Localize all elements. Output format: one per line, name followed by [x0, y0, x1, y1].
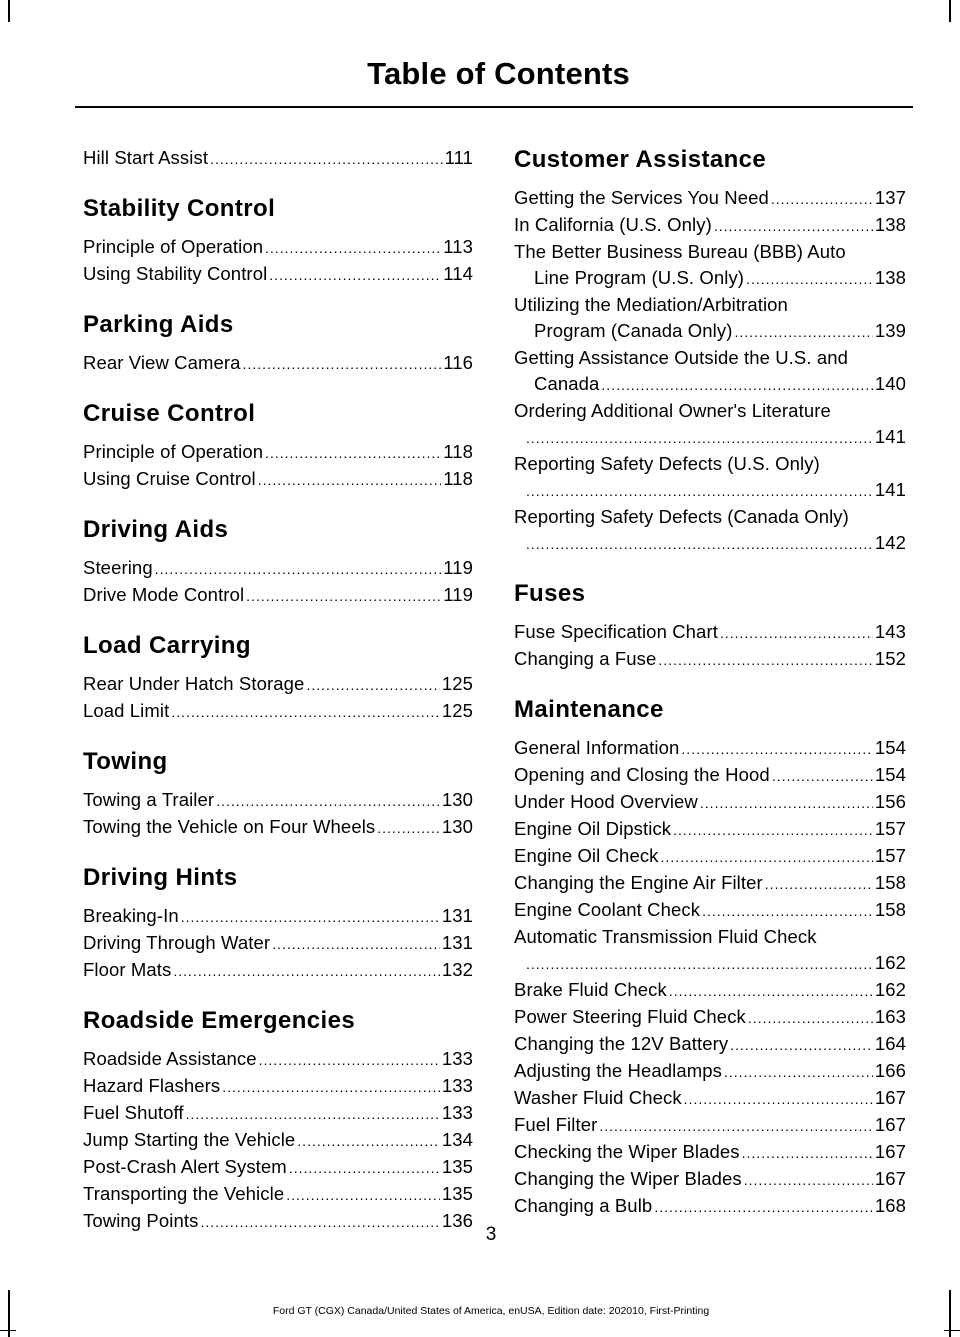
toc-entry-title: Roadside Assistance	[83, 1048, 257, 1069]
toc-section	[83, 1006, 473, 1235]
dot-leader	[702, 898, 873, 924]
dot-leader	[654, 1194, 873, 1220]
toc-entry-page: 167	[874, 1141, 906, 1162]
dot-leader	[526, 951, 873, 977]
header-rule	[75, 106, 913, 108]
toc-section	[83, 310, 473, 377]
dot-leader	[700, 790, 873, 816]
toc-entry-page: 118	[443, 441, 473, 462]
toc-entry-title: Utilizing the Mediation/Arbitration	[514, 294, 788, 315]
toc-entry-continuation	[514, 424, 906, 451]
toc-entry-page: 131	[441, 932, 473, 953]
toc-entry-title: In California (U.S. Only)	[514, 214, 712, 235]
toc-entry-page: 111	[444, 147, 473, 168]
toc-entry-title: Using Cruise Control	[83, 468, 256, 489]
toc-entry[interactable]	[83, 957, 473, 984]
toc-entry-continuation	[514, 477, 906, 504]
section-heading: Load Carrying	[83, 632, 251, 659]
dot-leader	[526, 531, 873, 557]
toc-entry-title: Rear Under Hatch Storage	[83, 673, 305, 694]
toc-entry-page: 134	[441, 1129, 473, 1150]
toc-entry[interactable]	[514, 1193, 906, 1220]
toc-entry-title: Towing a Trailer	[83, 789, 215, 810]
toc-entry-continuation	[514, 950, 906, 977]
toc-entry[interactable]	[514, 292, 906, 345]
toc-section	[83, 515, 473, 609]
toc-section	[83, 863, 473, 984]
toc-entry-title: Getting the Services You Need	[514, 187, 769, 208]
toc-entry-page: 158	[874, 899, 906, 920]
toc-entry-continuation	[514, 265, 906, 292]
toc-entry-title: Steering	[83, 557, 153, 578]
toc-entry-title: Floor Mats	[83, 959, 172, 980]
toc-section	[514, 579, 906, 673]
toc-entry-page: 167	[874, 1087, 906, 1108]
toc-entry-page: 135	[441, 1183, 473, 1204]
toc-entry-page: 119	[443, 557, 473, 578]
toc-entry-page: 143	[874, 621, 906, 642]
toc-entry-title-cont: Canada	[534, 373, 600, 394]
dot-leader	[377, 815, 440, 841]
section-heading: Driving Hints	[83, 864, 238, 891]
toc-entry[interactable]	[514, 451, 906, 504]
toc-entry-title: Towing the Vehicle on Four Wheels	[83, 816, 376, 837]
toc-entry-page: 135	[441, 1156, 473, 1177]
toc-entry-page: 157	[874, 845, 906, 866]
dot-leader	[673, 817, 873, 843]
section-heading: Parking Aids	[83, 311, 234, 338]
dot-leader	[765, 871, 873, 897]
dot-leader	[724, 1059, 873, 1085]
section-heading: Maintenance	[514, 696, 664, 723]
section-heading: Cruise Control	[83, 400, 256, 427]
toc-entry-title: Principle of Operation	[83, 236, 264, 257]
toc-entry-page: 137	[874, 187, 906, 208]
section-heading: Towing	[83, 748, 168, 775]
toc-entry-page: 154	[874, 764, 906, 785]
toc-entry-page: 157	[874, 818, 906, 839]
toc-entry-title: General Information	[514, 737, 680, 758]
crop-mark-top-right	[949, 0, 951, 22]
toc-section	[83, 399, 473, 493]
toc-entry-title: Adjusting the Headlamps	[514, 1060, 722, 1081]
toc-entry[interactable]	[83, 814, 473, 841]
toc-entry-page: 133	[441, 1048, 473, 1069]
dot-leader	[286, 1182, 440, 1208]
toc-section	[83, 747, 473, 841]
toc-entry-title: Load Limit	[83, 700, 170, 721]
toc-entry-title: Brake Fluid Check	[514, 979, 667, 1000]
toc-entry[interactable]	[514, 870, 906, 897]
toc-entry-title: Power Steering Fluid Check	[514, 1006, 746, 1027]
toc-entry-title: Driving Through Water	[83, 932, 271, 953]
toc-entry[interactable]	[514, 789, 906, 816]
dot-leader	[186, 1101, 440, 1127]
section-heading: Stability Control	[83, 195, 276, 222]
toc-entry-page: 164	[874, 1033, 906, 1054]
dot-leader	[601, 372, 872, 398]
toc-entry-title: Reporting Safety Defects (Canada Only)	[514, 506, 849, 527]
dot-leader	[661, 844, 873, 870]
dot-leader	[746, 266, 873, 292]
toc-entry[interactable]	[514, 504, 906, 557]
dot-leader	[714, 213, 873, 239]
toc-entry-page: 136	[441, 1210, 473, 1231]
dot-leader	[734, 319, 872, 345]
toc-entry[interactable]	[514, 924, 906, 977]
toc-entry-page: 141	[874, 426, 906, 447]
toc-entry[interactable]	[514, 185, 906, 212]
toc-entry-page: 152	[874, 648, 906, 669]
dot-leader	[730, 1032, 873, 1058]
toc-entry[interactable]	[83, 787, 473, 814]
toc-entry-page: 113	[443, 236, 473, 257]
toc-entry-title: Ordering Additional Owner's Literature	[514, 400, 831, 421]
toc-entry-page: 125	[441, 673, 473, 694]
toc-entry-title: Post-Crash Alert System	[83, 1156, 287, 1177]
dot-leader	[173, 958, 439, 984]
dot-leader	[526, 425, 873, 451]
toc-entry[interactable]	[83, 903, 473, 930]
dot-leader	[243, 351, 442, 377]
dot-leader	[599, 1113, 872, 1139]
toc-entry[interactable]	[514, 1058, 906, 1085]
dot-leader	[297, 1128, 440, 1154]
dot-leader	[258, 467, 442, 493]
dot-leader	[526, 478, 873, 504]
toc-entry[interactable]	[514, 843, 906, 870]
dot-leader	[681, 736, 872, 762]
toc-entry[interactable]	[83, 261, 473, 288]
toc-entry-title: Changing a Fuse	[514, 648, 657, 669]
toc-entry-title: Changing the 12V Battery	[514, 1033, 729, 1054]
page-title: Table of Contents	[367, 56, 630, 91]
toc-entry-page: 138	[874, 267, 906, 288]
toc-entry-page: 168	[874, 1195, 906, 1216]
toc-entry-title: Transporting the Vehicle	[83, 1183, 285, 1204]
toc-entry-page: 156	[874, 791, 906, 812]
toc-entry-title: Checking the Wiper Blades	[514, 1141, 740, 1162]
toc-section	[514, 145, 906, 557]
toc-entry-page: 142	[874, 532, 906, 553]
dot-leader	[216, 788, 440, 814]
toc-entry[interactable]	[83, 582, 473, 609]
toc-entry-page: 132	[441, 959, 473, 980]
section-heading: Fuses	[514, 580, 586, 607]
toc-entry[interactable]	[83, 1181, 473, 1208]
toc-entry-page: 167	[874, 1114, 906, 1135]
toc-entry-title: Under Hood Overview	[514, 791, 698, 812]
toc-entry-title: Using Stability Control	[83, 263, 268, 284]
dot-leader	[272, 931, 440, 957]
toc-entry-title: Fuel Filter	[514, 1114, 598, 1135]
section-heading: Customer Assistance	[514, 146, 767, 173]
toc-entry-page: 158	[874, 872, 906, 893]
footer-edition-text: Ford GT (CGX) Canada/United States of America, enUSA, Edition date: 202010, First-Printing	[272, 1305, 710, 1317]
toc-entry-title: Rear View Camera	[83, 352, 241, 373]
toc-entry[interactable]	[83, 1154, 473, 1181]
toc-entry-title: Hazard Flashers	[83, 1075, 221, 1096]
toc-left-column	[83, 145, 473, 1235]
toc-entry-page: 141	[874, 479, 906, 500]
toc-entry[interactable]	[514, 1139, 906, 1166]
dot-leader	[210, 146, 443, 172]
dot-leader	[658, 647, 872, 673]
dot-leader	[289, 1155, 440, 1181]
toc-entry-title: Changing a Bulb	[514, 1195, 653, 1216]
dot-leader	[265, 440, 441, 466]
toc-entry-page: 154	[874, 737, 906, 758]
toc-entry[interactable]	[514, 1004, 906, 1031]
crop-mark-top-left	[8, 0, 10, 22]
toc-entry-title: Engine Oil Check	[514, 845, 659, 866]
toc-entry[interactable]	[83, 1100, 473, 1127]
toc-entry-page: 167	[874, 1168, 906, 1189]
toc-entry-title: Reporting Safety Defects (U.S. Only)	[514, 453, 820, 474]
toc-entry-title: Automatic Transmission Fluid Check	[514, 926, 817, 947]
toc-entry-title: Towing Points	[83, 1210, 199, 1231]
toc-entry[interactable]	[514, 1112, 906, 1139]
toc-section	[83, 145, 473, 172]
toc-entry-page: 162	[874, 952, 906, 973]
toc-section	[514, 695, 906, 1220]
toc-entry-page: 139	[874, 320, 906, 341]
toc-entry-title: Changing the Wiper Blades	[514, 1168, 742, 1189]
toc-entry-continuation	[514, 318, 906, 345]
toc-entry-page: 114	[443, 263, 473, 284]
toc-entry-page: 166	[874, 1060, 906, 1081]
dot-leader	[306, 672, 439, 698]
dot-leader	[265, 235, 441, 261]
toc-entry[interactable]	[83, 1127, 473, 1154]
section-heading: Driving Aids	[83, 516, 229, 543]
toc-entry[interactable]	[83, 555, 473, 582]
dot-leader	[748, 1005, 873, 1031]
toc-entry-title-cont: Program (Canada Only)	[534, 320, 733, 341]
toc-entry[interactable]	[514, 897, 906, 924]
toc-entry-title: Opening and Closing the Hood	[514, 764, 770, 785]
toc-entry[interactable]	[514, 1166, 906, 1193]
section-heading: Roadside Emergencies	[83, 1007, 356, 1034]
dot-leader	[742, 1140, 873, 1166]
toc-entry-page: 119	[443, 584, 473, 605]
toc-entry-title: Engine Coolant Check	[514, 899, 701, 920]
toc-entry-title: Washer Fluid Check	[514, 1087, 682, 1108]
toc-section	[83, 194, 473, 288]
toc-entry-title: Drive Mode Control	[83, 584, 245, 605]
toc-entry-page: 116	[443, 352, 473, 373]
toc-entry-page: 130	[441, 789, 473, 810]
toc-entry-page: 133	[441, 1102, 473, 1123]
toc-entry[interactable]	[83, 698, 473, 725]
toc-entry-continuation	[514, 371, 906, 398]
toc-entry[interactable]	[83, 145, 473, 172]
dot-leader	[684, 1086, 873, 1112]
toc-entry-page: 118	[443, 468, 473, 489]
toc-entry[interactable]	[514, 1085, 906, 1112]
toc-section	[83, 631, 473, 725]
dot-leader	[181, 904, 440, 930]
toc-entry[interactable]	[83, 466, 473, 493]
crop-mark-bottom-left-tick	[0, 1330, 16, 1331]
toc-entry[interactable]	[514, 735, 906, 762]
toc-entry-title: Hill Start Assist	[83, 147, 209, 168]
toc-entry-page: 162	[874, 979, 906, 1000]
toc-entry-title: Breaking-In	[83, 905, 179, 926]
toc-entry-title: Fuse Specification Chart	[514, 621, 718, 642]
toc-entry[interactable]	[514, 816, 906, 843]
dot-leader	[669, 978, 873, 1004]
toc-entry-title: Engine Oil Dipstick	[514, 818, 672, 839]
dot-leader	[155, 556, 441, 582]
toc-entry-page: 163	[874, 1006, 906, 1027]
toc-entry[interactable]	[83, 930, 473, 957]
toc-entry[interactable]	[514, 646, 906, 673]
toc-entry[interactable]	[514, 212, 906, 239]
toc-entry-title-cont: Line Program (U.S. Only)	[534, 267, 745, 288]
dot-leader	[269, 262, 441, 288]
toc-entry[interactable]	[83, 1073, 473, 1100]
toc-entry-title: The Better Business Bureau (BBB) Auto	[514, 241, 846, 262]
toc-entry-title: Jump Starting the Vehicle	[83, 1129, 296, 1150]
toc-entry-page: 138	[874, 214, 906, 235]
toc-entry-page: 140	[874, 373, 906, 394]
toc-entry[interactable]	[83, 439, 473, 466]
toc-right-column	[514, 145, 906, 1220]
toc-entry-page: 131	[441, 905, 473, 926]
toc-entry[interactable]	[514, 1031, 906, 1058]
toc-entry[interactable]	[514, 345, 906, 398]
toc-entry[interactable]	[83, 350, 473, 377]
toc-entry[interactable]	[83, 234, 473, 261]
toc-entry-title: Fuel Shutoff	[83, 1102, 184, 1123]
toc-entry-title: Getting Assistance Outside the U.S. and	[514, 347, 848, 368]
toc-entry[interactable]	[514, 398, 906, 451]
dot-leader	[222, 1074, 440, 1100]
dot-leader	[744, 1167, 873, 1193]
toc-entry[interactable]	[514, 239, 906, 292]
toc-entry[interactable]	[83, 1046, 473, 1073]
dot-leader	[772, 763, 873, 789]
toc-entry-continuation	[514, 530, 906, 557]
dot-leader	[259, 1047, 440, 1073]
toc-entry-page: 130	[441, 816, 473, 837]
dot-leader	[771, 186, 873, 212]
page-number: 3	[485, 1224, 497, 1245]
toc-entry-title: Changing the Engine Air Filter	[514, 872, 763, 893]
dot-leader	[720, 620, 873, 646]
toc-entry-title: Principle of Operation	[83, 441, 264, 462]
crop-mark-bottom-right-tick	[944, 1330, 960, 1331]
dot-leader	[171, 699, 439, 725]
toc-entry-page: 133	[441, 1075, 473, 1096]
toc-entry[interactable]	[83, 671, 473, 698]
toc-entry[interactable]	[514, 977, 906, 1004]
toc-entry[interactable]	[514, 619, 906, 646]
toc-entry[interactable]	[514, 762, 906, 789]
toc-entry-page: 125	[441, 700, 473, 721]
dot-leader	[246, 583, 441, 609]
